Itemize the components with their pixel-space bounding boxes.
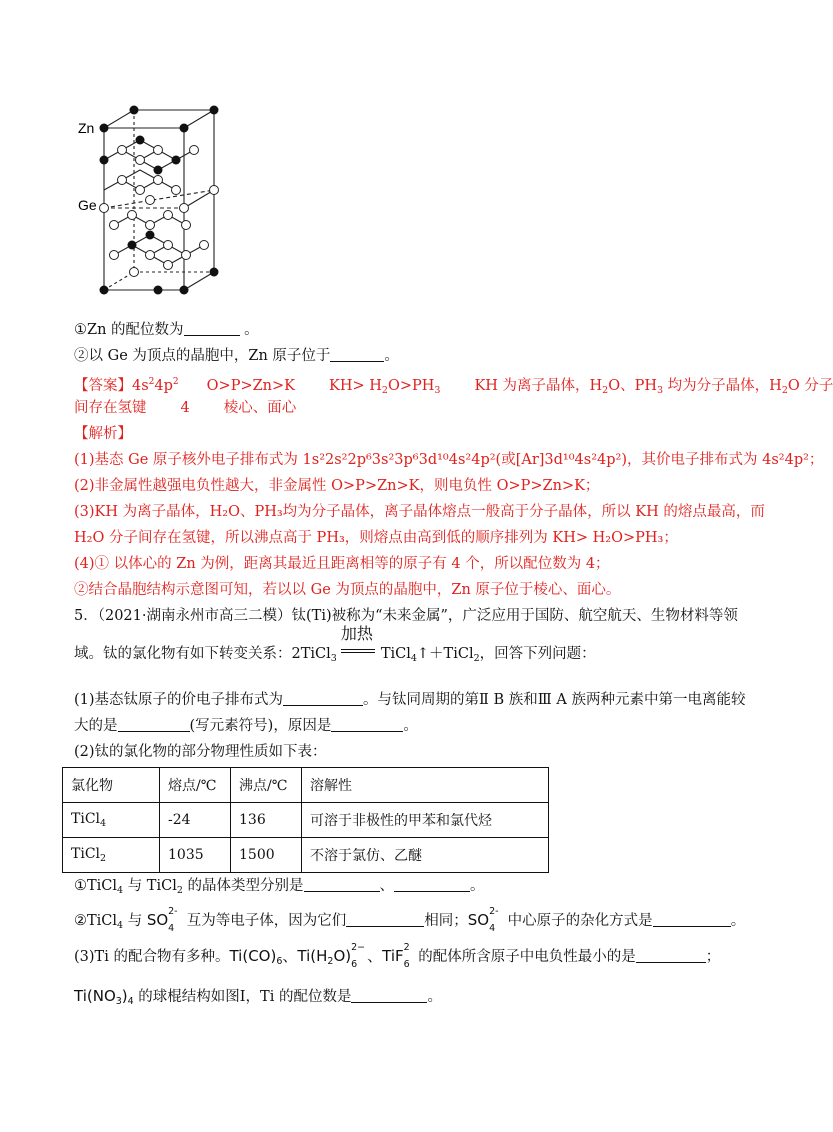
table-header: 沸点/℃	[231, 768, 302, 803]
analysis-p2: (2)非金属性越强电负性越大，非金属性 O>P>Zn>K，则电负性 O>P>Zn>K；	[74, 478, 600, 494]
ge-atoms	[100, 146, 219, 277]
table-cell: TiCl$_4$	[63, 803, 160, 838]
table-header: 氯化物	[63, 768, 160, 803]
answer-blank[interactable]	[351, 988, 427, 1003]
table-cell: 136	[231, 803, 302, 838]
q4-sub2: ②以 Ge 为顶点的晶胞中，Zn 原子位于 。	[74, 348, 399, 364]
q4-sub1: ①Zn 的配位数为 。	[74, 322, 259, 338]
answer-line-2: 间存在氢键 4 棱心、面心	[74, 400, 297, 416]
answer-blank[interactable]	[636, 948, 706, 963]
q5-p3-line2: $Ti(NO_3)_4$ 的球棍结构如图Ⅰ，Ti 的配位数是 。	[74, 987, 442, 1007]
table-cell: 1035	[160, 838, 231, 873]
heat-arrow	[340, 624, 377, 660]
answer-blank[interactable]	[304, 877, 380, 892]
table-cell: 可溶于非极性的甲苯和氯代烃	[302, 803, 549, 838]
table-cell: 1500	[231, 838, 302, 873]
crystal-structure-figure	[74, 100, 234, 304]
q5-p1-line1: (1)基态钛原子的价电子排布式为 。与钛同周期的第Ⅱ B 族和Ⅲ A 族两种元素中第一电离能较	[74, 692, 746, 708]
q5-s2: ②TiCl$_4$ 与 SO 2- 4 互为等电子体，因为它们 相同；SO 2- 4 中心原子的杂化方式是 。	[74, 906, 746, 934]
answer-blank[interactable]	[118, 717, 190, 732]
answer-line-1: 【答案】$4s^24p^2$ O>P>Zn>K $KH> H_2O>PH_3$ KH 为离子晶体，$H_2O$、$PH_3$ 均为分子晶体，$H_2O$ 分子	[74, 377, 833, 396]
chloride-properties-table	[62, 767, 549, 873]
table-row	[63, 803, 549, 838]
q5-s1: ①TiCl$_4$ 与 TiCl$_2$ 的晶体类型分别是 、 。	[74, 878, 485, 896]
answer-blank[interactable]	[346, 912, 424, 927]
q5-p1-line2: 大的是 (写元素符号)，原因是 。	[74, 718, 418, 734]
analysis-p1: (1)基态 Ge 原子核外电子排布式为 1s²2s²2p⁶3s²3p⁶3d¹⁰4s²4p²(或[Ar]3d¹⁰4s²4p²)，其价电子排布式为 4s²4p²；	[74, 452, 824, 468]
zn-atoms	[100, 106, 219, 295]
zn-label: Zn	[78, 120, 95, 136]
q5-p2: (2)钛的氯化物的部分物理性质如下表：	[74, 744, 327, 760]
analysis-p5: ②结合晶胞结构示意图可知，若以以 Ge 为顶点的晶胞中，Zn 原子位于棱心、面心。	[74, 582, 621, 598]
answer-blank[interactable]	[184, 321, 240, 336]
crystal-structure-diagram	[74, 100, 234, 300]
heat-label: 加热	[340, 624, 373, 643]
table-cell: TiCl$_2$	[63, 838, 160, 873]
q5-intro-1: 5．（2021·湖南永州市高三二模）钛(Ti)被称为“未来金属”，广泛应用于国防、航空航天、生物材料等领	[74, 608, 738, 624]
ge-label: Ge	[78, 197, 97, 213]
answer-blank[interactable]	[653, 912, 731, 927]
answer-blank[interactable]	[283, 691, 363, 706]
answer-blank[interactable]	[330, 347, 384, 362]
answer-blank[interactable]	[331, 717, 403, 732]
analysis-p3a: (3)KH 为离子晶体，H₂O、PH₃均为分子晶体，离子晶体熔点一般高于分子晶体，所以 KH 的熔点最高，而	[74, 504, 765, 520]
table-header: 溶解性	[302, 768, 549, 803]
analysis-tag: 【解析】	[74, 426, 132, 442]
q5-intro-2: 域。钛的氯化物有如下转变关系：2TiCl$_3$ 加热 TiCl$_4$↑＋TiCl$_2$，回答下列问题：	[74, 624, 596, 664]
table-cell: 不溶于氯仿、乙醚	[302, 838, 549, 873]
analysis-p4: (4)① 以体心的 Zn 为例，距离其最近且距离相等的原子有 4 个，所以配位数为 4；	[74, 556, 610, 572]
answer-blank[interactable]	[394, 877, 470, 892]
table-header: 熔点/℃	[160, 768, 231, 803]
cell-frame	[104, 110, 214, 290]
table-header-row	[63, 768, 549, 803]
table-cell: -24	[160, 803, 231, 838]
q5-p3-line1: (3)Ti 的配合物有多种。$Ti(CO)_6$、$Ti(H_2O)$ 2− 6 、TiF 2 6 的配体所含原子中电负性最小的是 ；	[74, 942, 721, 970]
analysis-p3b: H₂O 分子间存在氢键，所以沸点高于 PH₃，则熔点由高到低的顺序排列为 KH> H₂O>PH₃；	[74, 530, 678, 546]
table-row	[63, 838, 549, 873]
